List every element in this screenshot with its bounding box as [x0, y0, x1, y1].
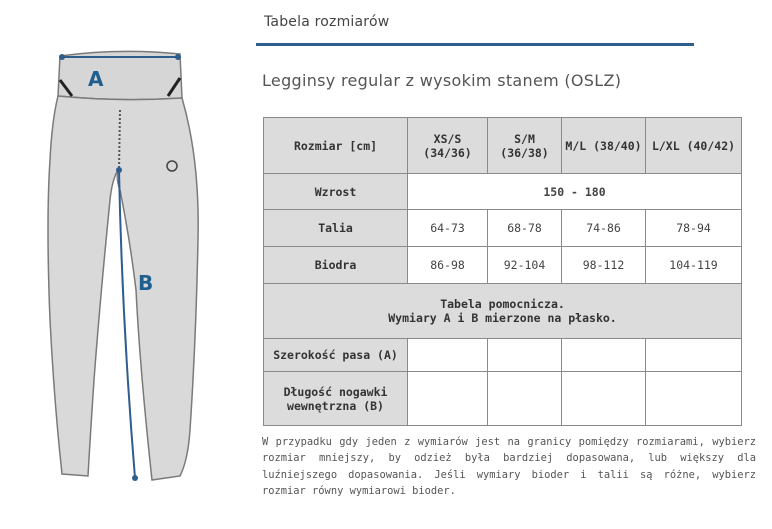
dlugosc-m-l [562, 372, 646, 426]
measure-b-end-dot [132, 475, 138, 481]
talia-s-m: 68-78 [488, 210, 562, 247]
header-size-label: Rozmiar [cm] [264, 118, 408, 174]
header-size-line1: L/XL (40/42) [651, 138, 736, 153]
szerokosc-m-l [562, 339, 646, 372]
dlugosc-line1: Długość nogawki [283, 384, 388, 399]
header-size-line2: (34/36) [423, 145, 472, 160]
talia-xs-s: 64-73 [408, 210, 488, 247]
leggings-drawing [40, 40, 200, 500]
size-chart-tab[interactable]: Tabela rozmiarów [264, 14, 390, 30]
dlugosc-s-m [488, 372, 562, 426]
header-size-line1: S/M [514, 131, 535, 146]
szerokosc-s-m [488, 339, 562, 372]
product-title: Legginsy regular z wysokim stanem (OSLZ) [262, 71, 622, 90]
helper-line2: Wymiary A i B mierzone na płasko. [388, 311, 617, 325]
table-row-talia [264, 210, 742, 247]
measure-b-start-dot [116, 167, 122, 173]
label-b: B [138, 271, 154, 295]
dlugosc-l-xl [646, 372, 742, 426]
header-size-l-xl [646, 118, 742, 174]
row-label-dlugosc [264, 372, 408, 426]
header-size-xs-s [408, 118, 488, 174]
row-label-wzrost: Wzrost [264, 174, 408, 210]
header-size-m-l [562, 118, 646, 174]
table-row-szerokosc [264, 339, 742, 372]
biodra-xs-s: 86-98 [408, 247, 488, 284]
helper-line1: Tabela pomocnicza. [440, 297, 565, 311]
talia-m-l: 74-86 [562, 210, 646, 247]
tab-underline [256, 43, 694, 46]
waistband-shape [58, 51, 182, 99]
header-size-line1: M/L (38/40) [565, 138, 642, 153]
size-note: W przypadku gdy jeden z wymiarów jest na granicy pomiędzy rozmiarami, wybierz rozmiar mniejszy, by odzież była bardziej dopasowana, lub większy dla luźniejszego dopasowania. Jeśli wymiary bioder i talii są różne, wybierz rozmiar równy wymiarowi bioder. [262, 436, 756, 498]
row-label-szerokosc: Szerokość pasa (A) [264, 339, 408, 372]
helper-note [264, 284, 742, 339]
measure-a-end-dot [175, 54, 181, 60]
size-table [263, 117, 742, 426]
header-size-line2: (36/38) [500, 145, 549, 160]
szerokosc-xs-s [408, 339, 488, 372]
row-label-biodra: Biodra [264, 247, 408, 284]
row-label-talia: Talia [264, 210, 408, 247]
biodra-s-m: 92-104 [488, 247, 562, 284]
biodra-l-xl: 104-119 [646, 247, 742, 284]
szerokosc-l-xl [646, 339, 742, 372]
table-row-wzrost [264, 174, 742, 210]
table-row-header [264, 118, 742, 174]
measure-a-start-dot [59, 54, 65, 60]
label-a: A [88, 67, 104, 91]
table-row-helper [264, 284, 742, 339]
biodra-m-l: 98-112 [562, 247, 646, 284]
leggings-illustration [40, 40, 200, 500]
dlugosc-xs-s [408, 372, 488, 426]
header-size-line1: XS/S [433, 131, 462, 146]
talia-l-xl: 78-94 [646, 210, 742, 247]
table-row-biodra [264, 247, 742, 284]
header-size-s-m [488, 118, 562, 174]
wzrost-value: 150 - 180 [408, 174, 742, 210]
dlugosc-line2: wewnętrzna (B) [287, 398, 384, 413]
table-row-dlugosc [264, 372, 742, 426]
